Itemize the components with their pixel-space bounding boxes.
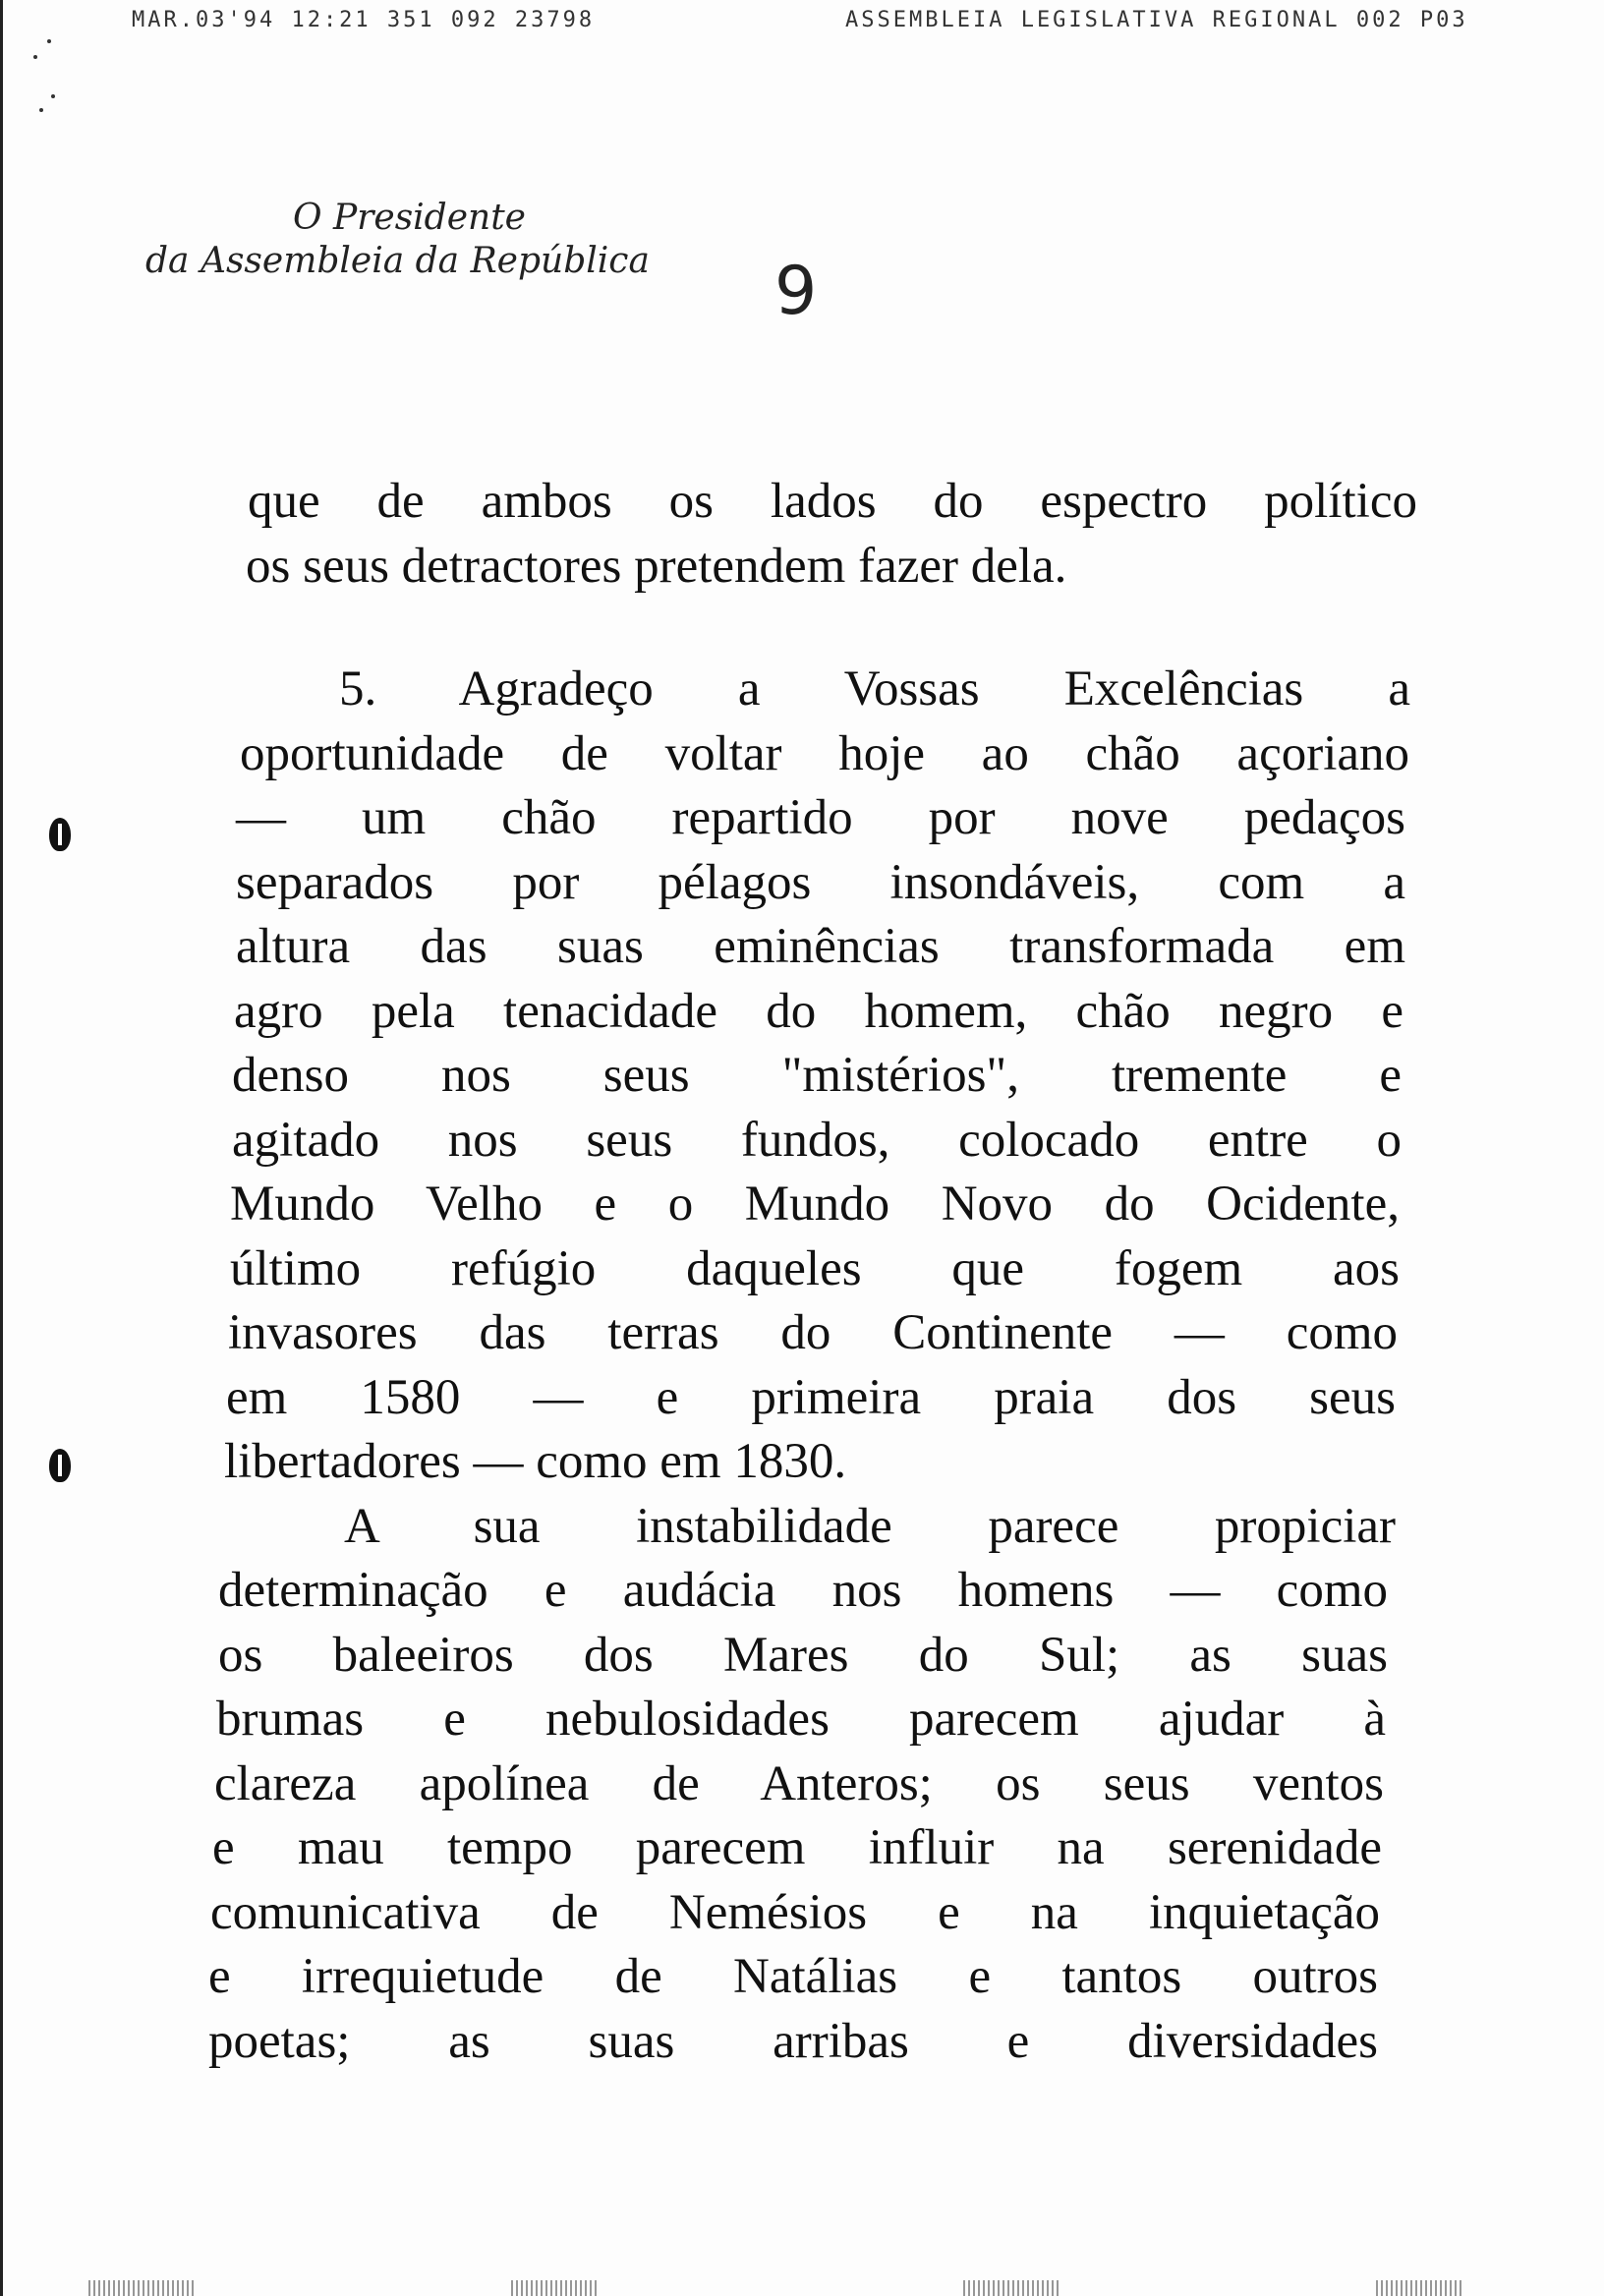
text-line: oportunidade de voltar hoje ao chão açoriano xyxy=(240,725,1409,781)
text-line: altura das suas eminências transformada em xyxy=(236,919,1405,974)
fax-scan-noise xyxy=(963,2280,1061,2296)
text-line: invasores das terras do Continente — como xyxy=(228,1305,1398,1360)
handwritten-page-number: 9 xyxy=(774,253,818,330)
text-line: determinação e audácia nos homens — como xyxy=(218,1563,1388,1618)
text-line: denso nos seus "mistérios", tremente e xyxy=(232,1048,1402,1103)
text-line: libertadores — como em 1830. xyxy=(224,1434,847,1489)
fax-header-date-number: MAR.03'94 12:21 351 092 23798 xyxy=(132,8,596,32)
text-line: e irrequietude de Natálias e tantos outros xyxy=(208,1949,1378,2004)
text-line: A sua instabilidade parece propiciar xyxy=(344,1498,1396,1554)
text-line: agitado nos seus fundos, colocado entre o xyxy=(232,1112,1402,1168)
binder-hole-mark xyxy=(49,818,71,851)
scan-speck xyxy=(51,94,55,98)
fax-header-sender: ASSEMBLEIA LEGISLATIVA REGIONAL 002 P03 xyxy=(845,8,1468,32)
text-line: brumas e nebulosidades parecem ajudar à xyxy=(216,1692,1386,1747)
text-line: separados por pélagos insondáveis, com a xyxy=(236,854,1405,910)
fax-transmission-header xyxy=(132,8,1596,37)
scan-speck xyxy=(39,108,43,112)
paragraph-gap xyxy=(197,599,1425,658)
fax-scan-noise xyxy=(88,2280,197,2296)
scan-speck xyxy=(47,39,51,43)
letterhead xyxy=(145,197,696,283)
text-line: os seus detractores pretendem fazer dela. xyxy=(246,538,1067,594)
binder-hole-mark xyxy=(49,1449,71,1482)
letterhead-title: O Presidente xyxy=(293,198,526,238)
text-line: poetas; as suas arribas e diversidades xyxy=(208,2013,1378,2069)
text-line: agro pela tenacidade do homem, chão negro e xyxy=(234,983,1404,1039)
text-line: Mundo Velho e o Mundo Novo do Ocidente, xyxy=(230,1177,1400,1232)
fax-scan-noise xyxy=(511,2280,600,2296)
fax-scan-noise xyxy=(1376,2280,1464,2296)
text-line: os baleeiros dos Mares do Sul; as suas xyxy=(218,1627,1388,1683)
text-line: — um chão repartido por nove pedaços xyxy=(236,790,1405,845)
text-line: comunicativa de Nemésios e na inquietação xyxy=(210,1884,1380,1940)
letterhead-institution: da Assembleia da República xyxy=(145,241,650,281)
text-line: último refúgio daqueles que fogem aos xyxy=(230,1240,1400,1296)
scan-speck xyxy=(33,55,37,59)
letter-body xyxy=(197,470,1425,2074)
text-line: em 1580 — e primeira praia dos seus xyxy=(226,1369,1396,1425)
text-line: clareza apolínea de Anteros; os seus ventos xyxy=(214,1755,1384,1811)
page-left-edge xyxy=(0,0,3,2296)
text-line: que de ambos os lados do espectro político xyxy=(248,474,1417,529)
text-line: e mau tempo parecem influir na serenidade xyxy=(212,1820,1382,1875)
text-line: 5. Agradeço a Vossas Excelências a xyxy=(339,661,1410,717)
